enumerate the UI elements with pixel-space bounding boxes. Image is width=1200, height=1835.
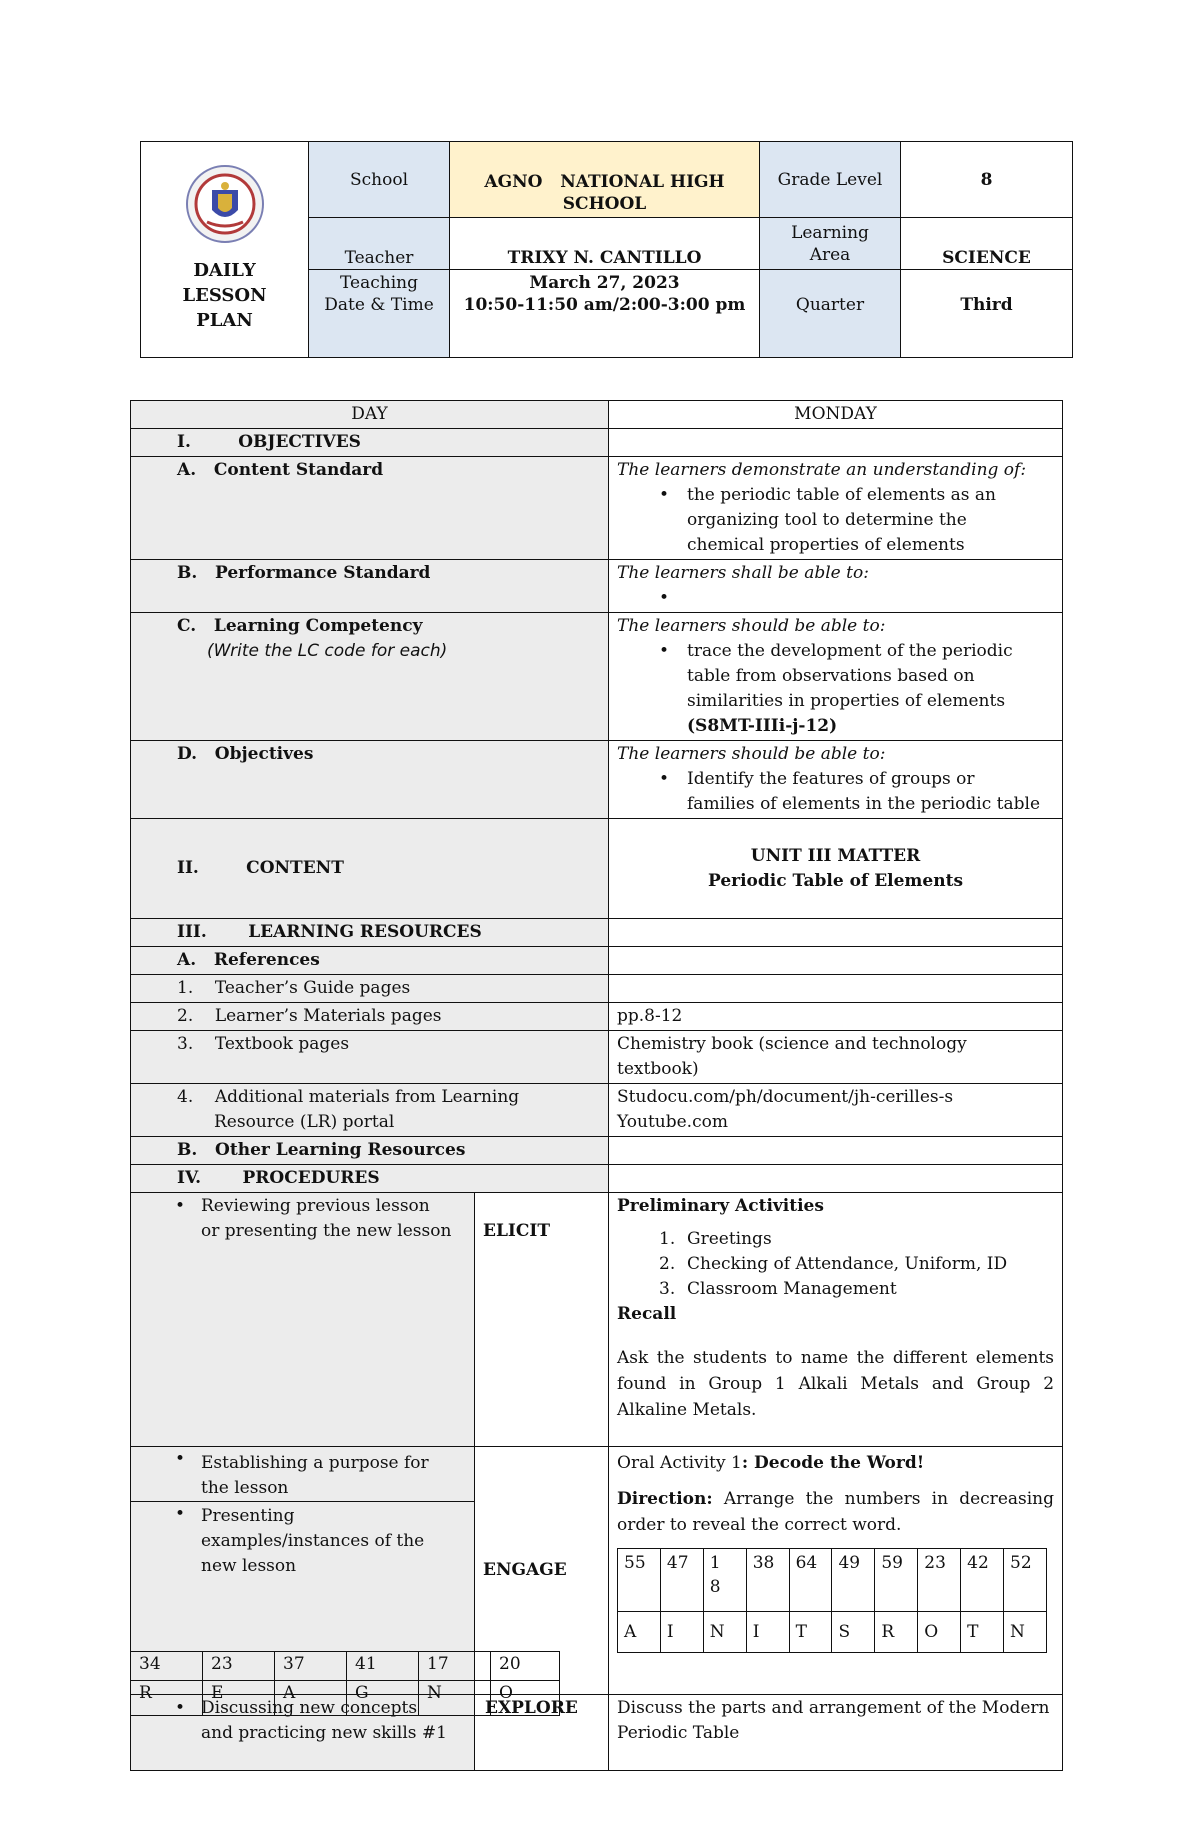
- decode-number: 64: [789, 1549, 832, 1612]
- lm-pages-value: pp.8-12: [609, 1003, 1063, 1031]
- content-title: UNIT III MATTER: [750, 845, 921, 866]
- decode-number: 55: [618, 1549, 661, 1612]
- stray-letter: E: [202, 1680, 275, 1716]
- objectives-empty: [609, 429, 1063, 457]
- elicit-item-bullet: [131, 1194, 466, 1244]
- decode-number: 1 8: [703, 1549, 746, 1612]
- stray-letter: G: [346, 1680, 419, 1716]
- learning-competency-label: [131, 613, 609, 741]
- direction-body: Arrange the numbers in decreasing order to reveal the correct word.: [617, 1489, 1055, 1535]
- table-row: [131, 1137, 1063, 1165]
- decode-number: 59: [875, 1549, 918, 1612]
- table-row: [131, 1031, 1063, 1084]
- other-resources-label: [131, 1137, 609, 1165]
- learning-resources-empty: [609, 919, 1063, 947]
- prelim-item-1: 1. Greetings: [659, 1229, 772, 1249]
- stray-number: 20: [490, 1651, 560, 1681]
- objectives-d-label: [131, 741, 609, 819]
- other-resources-text: B. Other Learning Resources: [177, 1140, 466, 1160]
- quarter-value: Third: [901, 270, 1073, 358]
- prelim-item-3-text: Classroom Management: [687, 1279, 897, 1299]
- prelim-item-2: 2. Checking of Attendance, Uniform, ID: [659, 1254, 1008, 1274]
- dlp-line-1: DAILY: [193, 260, 256, 281]
- stray-number: 23: [202, 1651, 275, 1681]
- objectives-d-intro: The learners should be able to:: [617, 744, 886, 764]
- table-row: [131, 919, 1063, 947]
- performance-standard-value: [609, 560, 1063, 613]
- prelim-item-2-text: Checking of Attendance, Uniform, ID: [687, 1254, 1008, 1274]
- elicit-content: [609, 1193, 1063, 1447]
- table-row: [131, 1165, 1063, 1193]
- dlp-line-2: LESSON: [182, 285, 267, 306]
- engage-item-2: [131, 1502, 474, 1579]
- table-row: [131, 401, 1063, 429]
- learning-competency-bullet: [617, 639, 1054, 739]
- oral-activity-prefix: Oral Activity 1: [617, 1453, 742, 1473]
- explore-item-line-1: • Discussing new concepts: [201, 1698, 418, 1718]
- decode-letter: N: [1004, 1612, 1047, 1653]
- school-value: [450, 142, 760, 218]
- table-row: [131, 560, 1063, 613]
- grade-value: 8: [901, 142, 1073, 218]
- content-standard-bullet-line-1: • the periodic table of elements as an: [687, 485, 996, 505]
- decode-number: 52: [1004, 1549, 1047, 1612]
- content-standard-value: [609, 457, 1063, 560]
- stray-letter: A: [274, 1680, 347, 1716]
- decode-table: [617, 1548, 1047, 1653]
- decode-letter: T: [961, 1612, 1004, 1653]
- decode-letters-row: [618, 1612, 1047, 1653]
- performance-standard-text: B. Performance Standard: [177, 563, 431, 583]
- table-row: [131, 613, 1063, 741]
- stray-number: 41: [346, 1651, 419, 1681]
- explore-text-line-2: Periodic Table: [617, 1723, 740, 1743]
- decode-letter: I: [660, 1612, 703, 1653]
- elicit-item-line-1: • Reviewing previous lesson: [201, 1196, 430, 1216]
- decode-letter: S: [832, 1612, 875, 1653]
- decode-letter: A: [618, 1612, 661, 1653]
- engage-item-2-line-2: examples/instances of the: [201, 1531, 425, 1551]
- recall-heading: Recall: [617, 1304, 677, 1324]
- datetime-label-line-1: Teaching: [340, 273, 418, 293]
- content-label: [131, 819, 609, 919]
- performance-standard-intro: The learners shall be able to:: [617, 563, 869, 583]
- lc-code: (S8MT-IIIi-j-12): [687, 716, 838, 736]
- elicit-item: [131, 1193, 475, 1447]
- decode-number: 47: [660, 1549, 703, 1612]
- decode-letter: I: [746, 1612, 789, 1653]
- learning-competency-bullet-line-3: similarities in properties of elements: [687, 691, 1006, 711]
- direction-text: [617, 1486, 1054, 1538]
- performance-standard-label: [131, 560, 609, 613]
- performance-standard-bullet: [617, 586, 1054, 611]
- content-value: [609, 819, 1063, 919]
- lm-pages-label: [131, 1003, 609, 1031]
- quarter-label: Quarter: [760, 270, 901, 358]
- content-standard-bullet: [617, 483, 1054, 558]
- procedures-empty: [609, 1165, 1063, 1193]
- overlapping-decode-grid: [130, 1651, 560, 1731]
- explore-text-line-1: Discuss the parts and arrangement of the Modern: [617, 1698, 1050, 1718]
- dlp-line-3: PLAN: [196, 310, 253, 331]
- table-row: [131, 1193, 1063, 1447]
- engage-item-2-line-3: new lesson: [201, 1556, 297, 1576]
- engage-item-2-line-1: • Presenting: [201, 1506, 295, 1526]
- table-row: [131, 1003, 1063, 1031]
- objectives-d-bullet-line-2: families of elements in the periodic table: [687, 794, 1041, 814]
- learning-resources-text: III. LEARNING RESOURCES: [177, 922, 482, 942]
- table-row: [131, 975, 1063, 1003]
- content-label-text: II. CONTENT: [177, 858, 344, 878]
- deped-seal-icon: [185, 164, 265, 244]
- studocu-link[interactable]: Studocu.com/ph/document/jh-cerilles-s: [617, 1087, 954, 1107]
- decode-letter: N: [703, 1612, 746, 1653]
- oral-activity-title: : Decode the Word!: [741, 1453, 925, 1473]
- teacher-label: Teacher: [309, 218, 450, 270]
- objectives-heading-text: I. OBJECTIVES: [177, 432, 361, 452]
- references-empty: [609, 947, 1063, 975]
- table-row: [131, 1084, 1063, 1137]
- tb-pages-label: [131, 1031, 609, 1084]
- engage-item-1: [131, 1447, 474, 1502]
- lesson-plan-table: [130, 400, 1063, 1771]
- prelim-item-3: 3. Classroom Management: [659, 1279, 897, 1299]
- learning-resources-heading: [131, 919, 609, 947]
- oral-activity-heading: [617, 1451, 1054, 1476]
- engage-content: [609, 1447, 1063, 1695]
- stray-letter: R: [130, 1680, 203, 1716]
- decode-number: 38: [746, 1549, 789, 1612]
- stray-letter: N: [418, 1680, 491, 1716]
- time-value: 10:50-11:50 am/2:00-3:00 pm: [463, 295, 746, 315]
- objectives-d-bullet-line-1: • Identify the features of groups or: [687, 769, 975, 789]
- learning-area-line-2: Area: [809, 244, 851, 265]
- stray-number: 37: [274, 1651, 347, 1681]
- objectives-heading: [131, 429, 609, 457]
- content-standard-bullet-line-2: organizing tool to determine the: [687, 510, 967, 530]
- decode-letter: R: [875, 1612, 918, 1653]
- teacher-value: TRIXY N. CANTILLO: [450, 218, 760, 270]
- objectives-d-text: D. Objectives: [177, 744, 314, 764]
- stray-number: 34: [130, 1651, 203, 1681]
- objectives-d-value: [609, 741, 1063, 819]
- additional-line-2: Resource (LR) portal: [214, 1112, 395, 1132]
- datetime-label: [309, 270, 450, 358]
- stray-number: 17: [418, 1651, 491, 1681]
- content-standard-text: A. Content Standard: [177, 460, 384, 480]
- tb-pages-text: 3. Textbook pages: [177, 1034, 350, 1054]
- engage-item-1-line-1: • Establishing a purpose for: [201, 1453, 429, 1473]
- date-value: March 27, 2023: [529, 273, 680, 293]
- recall-text: Ask the students to name the different elements found in Group 1 Alkali Metals and Group 2 Alkaline Metals.: [617, 1348, 1055, 1420]
- datetime-value: [450, 270, 760, 358]
- procedures-heading: [131, 1165, 609, 1193]
- procedures-text: IV. PROCEDURES: [177, 1168, 380, 1188]
- learning-area-value: SCIENCE: [901, 218, 1073, 270]
- elicit-item-line-2: or presenting the new lesson: [201, 1221, 452, 1241]
- decode-letter: T: [789, 1612, 832, 1653]
- table-row: [131, 457, 1063, 560]
- references-heading: [131, 947, 609, 975]
- dlp-cell: [141, 142, 309, 358]
- additional-value: [609, 1084, 1063, 1137]
- engage-item-1-line-2: the lesson: [201, 1478, 289, 1498]
- grade-label: Grade Level: [760, 142, 901, 218]
- content-subtitle: Periodic Table of Elements: [708, 870, 964, 891]
- stray-letter: O: [490, 1680, 560, 1716]
- tg-pages-text: 1. Teacher’s Guide pages: [177, 978, 411, 998]
- learning-competency-bullet-line-1: • trace the development of the periodic: [687, 641, 1013, 661]
- school-label: School: [309, 142, 450, 218]
- explore-phase: EXPLORE: [475, 1695, 609, 1771]
- youtube-link[interactable]: Youtube.com: [617, 1112, 728, 1132]
- learning-competency-intro: The learners should be able to:: [617, 616, 886, 636]
- lm-pages-text: 2. Learner’s Materials pages: [177, 1006, 442, 1026]
- decode-number: 23: [918, 1549, 961, 1612]
- explore-item-line-2: and practicing new skills #1: [201, 1723, 447, 1743]
- learning-competency-value: [609, 613, 1063, 741]
- decode-letter: O: [918, 1612, 961, 1653]
- additional-label: [131, 1084, 609, 1137]
- decode-numbers-row: [618, 1549, 1047, 1612]
- learning-competency-text: C. Learning Competency: [177, 616, 423, 636]
- learning-area-label: [760, 218, 901, 270]
- learning-area-line-1: Learning: [791, 222, 869, 243]
- table-row: [131, 741, 1063, 819]
- content-standard-label: [131, 457, 609, 560]
- tg-pages-value: [609, 975, 1063, 1003]
- decode-number: 42: [961, 1549, 1004, 1612]
- objectives-d-bullet: [617, 767, 1054, 817]
- tg-pages-label: [131, 975, 609, 1003]
- table-row: [131, 819, 1063, 919]
- prelim-item-1-text: Greetings: [687, 1229, 772, 1249]
- tb-value-line-1: Chemistry book (science and technology: [617, 1034, 967, 1054]
- datetime-label-line-2: Date & Time: [324, 295, 434, 315]
- explore-content: [609, 1695, 1063, 1771]
- school-value-line-2: SCHOOL: [562, 194, 647, 214]
- additional-line-1: 4. Additional materials from Learning: [177, 1087, 520, 1107]
- learning-competency-bullet-line-2: table from observations based on: [687, 666, 975, 686]
- decode-number: 49: [832, 1549, 875, 1612]
- day-label: DAY: [131, 401, 609, 429]
- tb-pages-value: [609, 1031, 1063, 1084]
- school-value-line-1: AGNO NATIONAL HIGH: [484, 172, 725, 192]
- tb-value-line-2: textbook): [617, 1059, 699, 1079]
- learning-competency-sub: (Write the LC code for each): [207, 641, 448, 661]
- header-table: [140, 141, 1073, 358]
- day-value: MONDAY: [609, 401, 1063, 429]
- direction-label: Direction:: [617, 1489, 713, 1509]
- engage-phase: ENGAGE: [475, 1447, 609, 1695]
- content-standard-bullet-line-3: chemical properties of elements: [687, 535, 965, 555]
- other-resources-empty: [609, 1137, 1063, 1165]
- content-standard-intro: The learners demonstrate an understanding of:: [617, 460, 1027, 480]
- references-text: A. References: [177, 950, 320, 970]
- preliminary-activities: Preliminary Activities: [617, 1196, 824, 1216]
- elicit-phase: ELICIT: [475, 1193, 609, 1447]
- dlp-title: [145, 258, 304, 333]
- table-row: [131, 429, 1063, 457]
- table-row: [131, 947, 1063, 975]
